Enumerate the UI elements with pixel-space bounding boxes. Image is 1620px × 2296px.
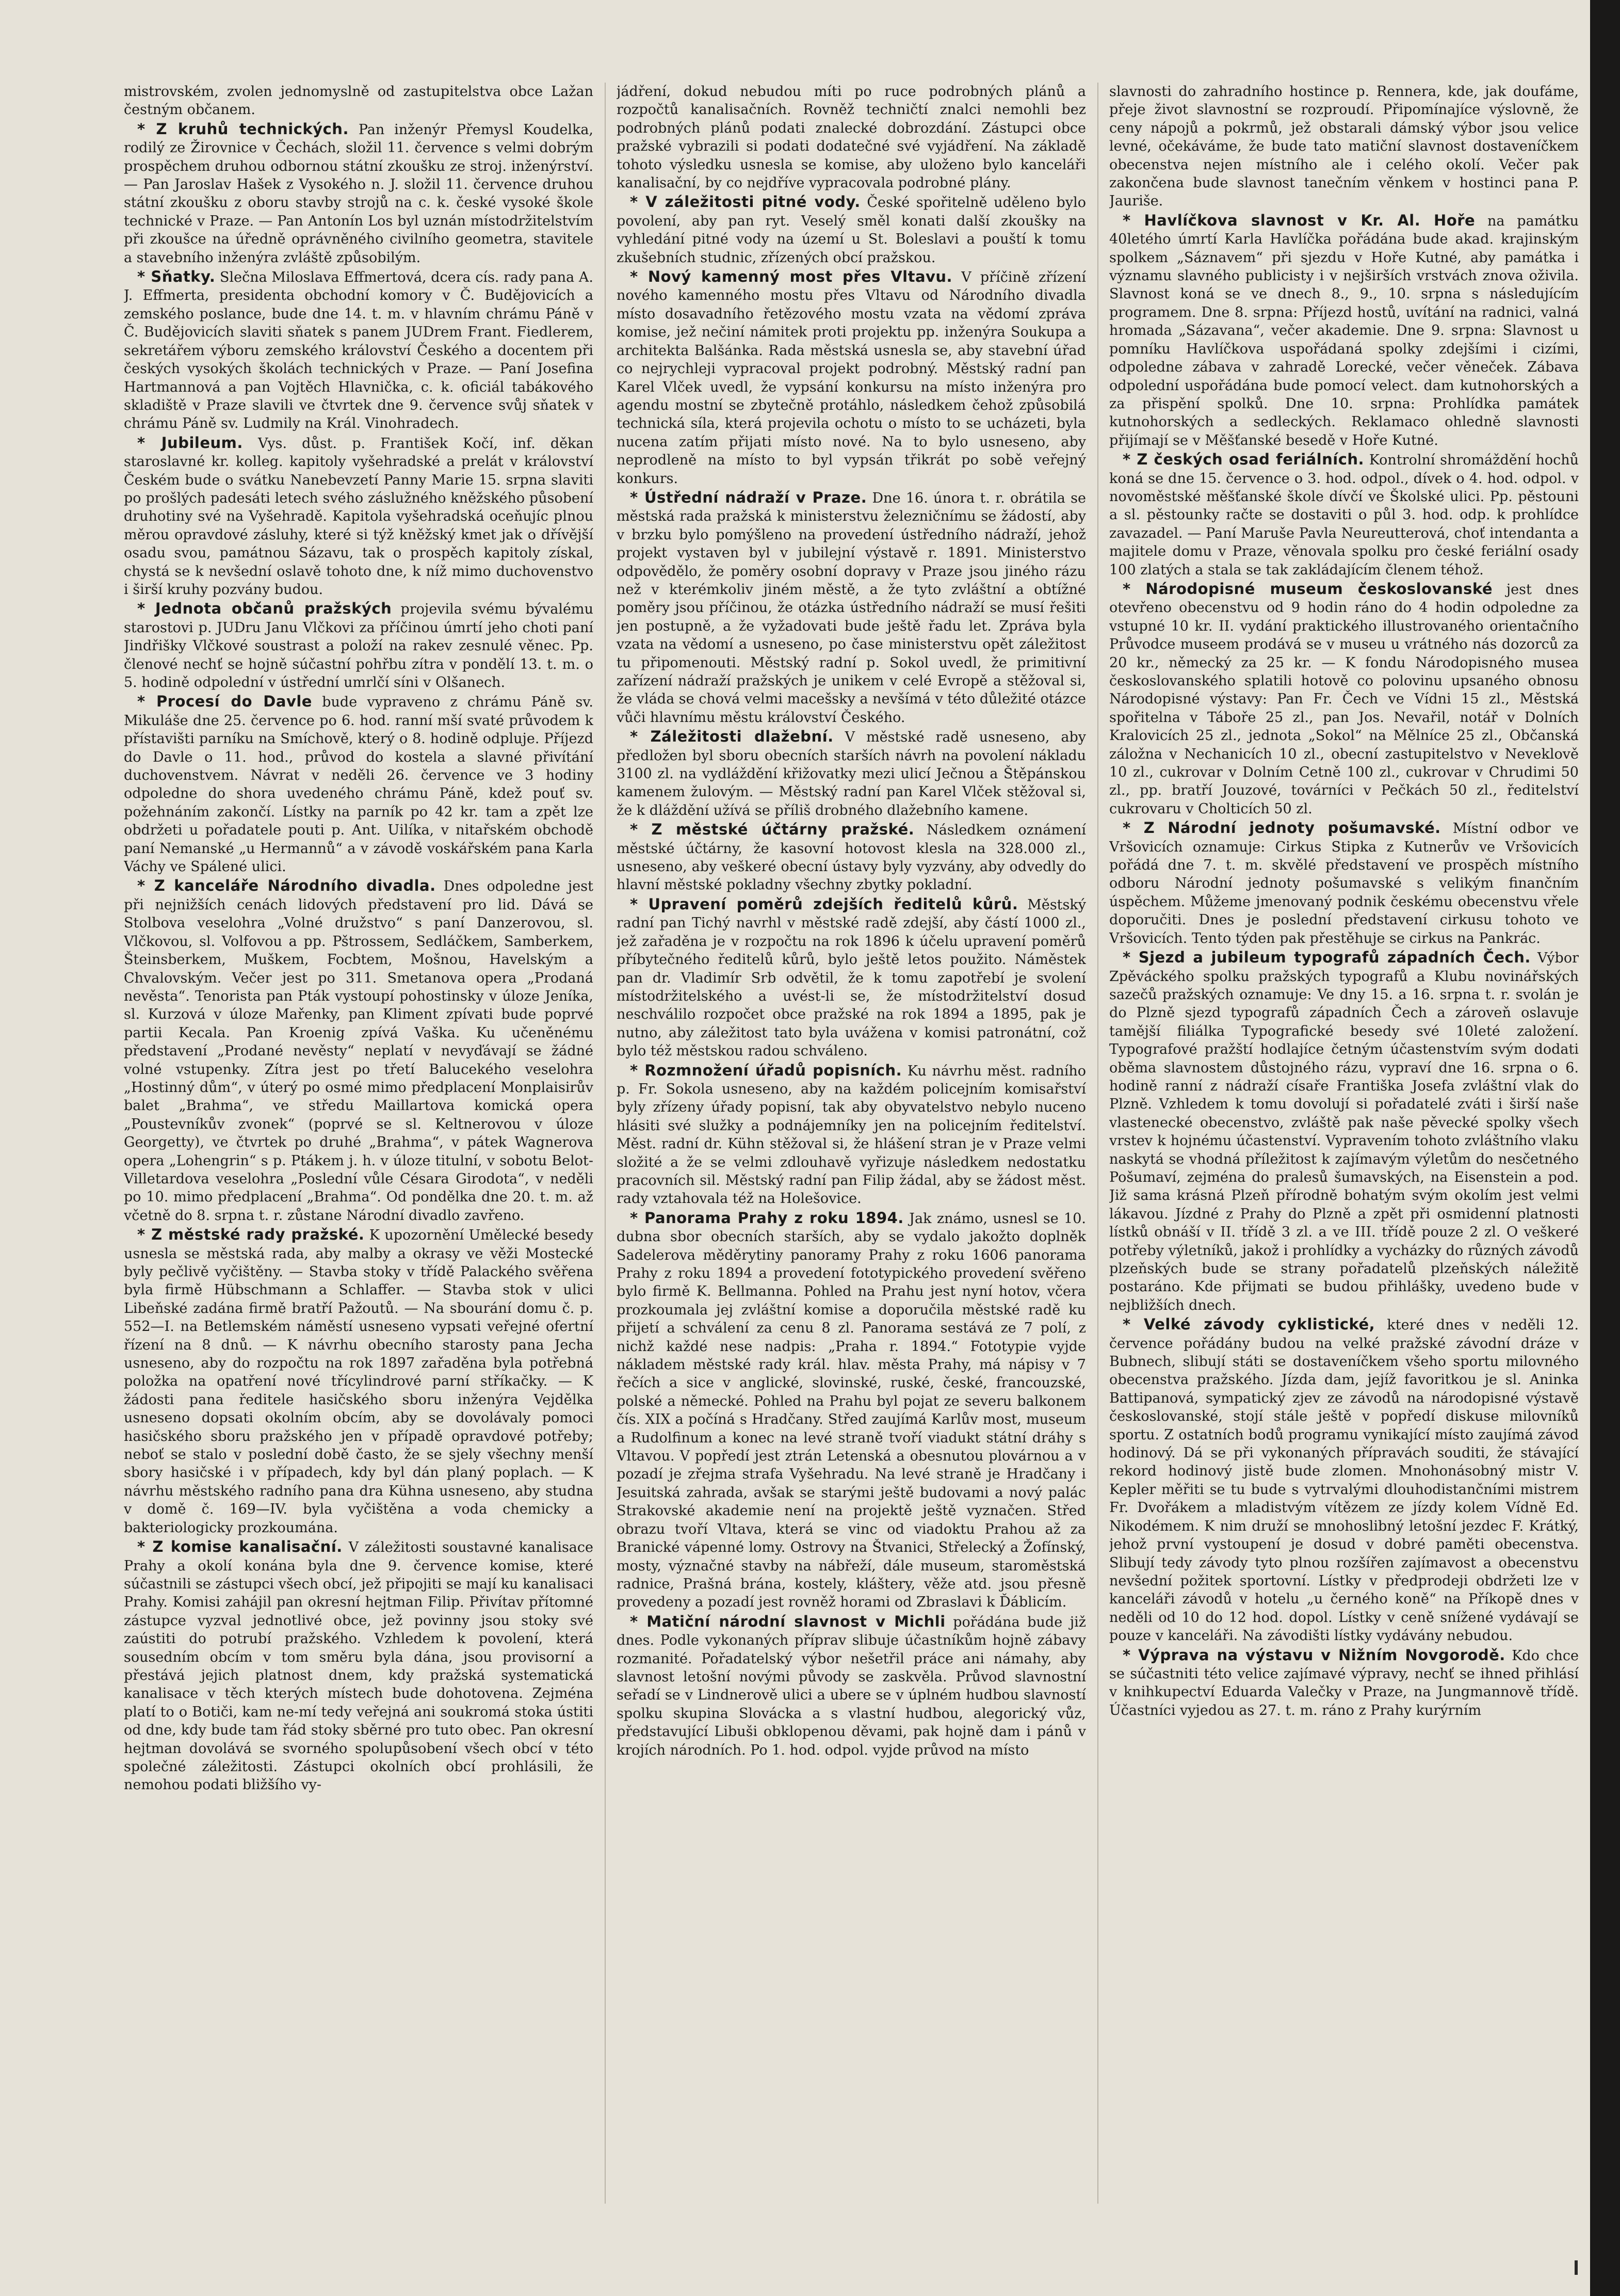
article-paragraph bbox=[124, 120, 593, 267]
article-heading: * Z kruhů technických. bbox=[137, 120, 349, 138]
article-heading: * Matiční národní slavnost v Michli bbox=[630, 1612, 946, 1630]
article-paragraph bbox=[1109, 212, 1579, 449]
article-paragraph bbox=[617, 821, 1086, 894]
article-paragraph bbox=[617, 193, 1086, 267]
article-paragraph bbox=[617, 268, 1086, 488]
article-text: Jak známo, usnesl se 10. dubna sbor obecních starších, aby se vydalo jakožto doplněk Sadelerova měděrytiny panoramy Prahy z roku 1606 panorama Prahy z roku 1894 a provedení fototypického provedení svěřeno bylo firmě K. Bellmanna. Pohled na Prahu jest nyní hotov, včera prozkoumala jej zvláštní komise a doporučila městské radě ku přijetí a schválení za cenu 8 zl. Panorama sestává ze 7 polí, z nichž každé nese nadpis: „Praha r. 1894.“ Fototypie vyjde nákladem městské rady král. hlav. města Prahy, má nápisy v 7 řečích a sice v anglické, slovinské, ruské, české, francouzské, polské a německé. Pohled na Prahu byl pojat ze severu balkonem čís. XIX a počíná s Hradčany. Střed zaujímá Karlův most, museum a Rudolfinum a konec na levé straně tvoří viadukt státní dráhy s Vltavou. V popředí jest ztrán Letenská a obesnutou plovárnou a v pozadí je zřejma strafa Vyšehradu. Na levé straně je Hradčany i Jesuitská zahrada, avšak se starými ještě budovami a nový palác Strakovské akademie není na projektě ještě vyznačen. Střed obrazu tvoří Vltava, která se vinc od viadoktu Prahou až za Branické vápenné lomy. Ostrovy na Štvanici, Střelecký a Žofínský, mosty, význačné stavby na nábřeží, dále museum, staroměstská radnice, Prašná brána, kostely, kláštery, věže atd. jsou přesně provedeny a pozadí jest rovněž horami od Zbraslavi k Ďáblicím. bbox=[617, 1210, 1086, 1611]
column-1 bbox=[124, 83, 593, 2204]
article-heading: * Ústřední nádraží v Praze. bbox=[630, 488, 867, 506]
article-paragraph bbox=[1109, 83, 1579, 211]
article-heading: * Z českých osad feriálních. bbox=[1123, 451, 1365, 469]
article-paragraph bbox=[124, 877, 593, 1225]
article-paragraph bbox=[1109, 1315, 1579, 1645]
article-text: Ku návrhu měst. radního p. Fr. Sokola usneseno, aby na každém policejním komisařství byly zřízeny úřady popisní, tak aby obyvatelstvo nebylo nuceno hlásiti své služky a podnájemníky jen na policejním ředitelství. Měst. radní dr. Kühn stěžoval si, že hlášení stran je v Praze velmi složité a že se velmi zdlouhavě vyřizuje následkem nedostatku pracovních sil. Městský radní pan Filip žádal, aby se žádost měst. rady vztahovala též na Holešovice. bbox=[617, 1063, 1086, 1207]
article-text: V příčině zřízení nového kamenného mostu přes Vltavu od Národního divadla místo dosavadního řetězového mostu vzata na vědomí zpráva komise, jež nečiní námitek proti projektu pp. inženýra Soukupa a architekta Balšánka. Rada městská usnesla se, aby stavební úřad co nejrychleji vypracoval projekt podrobný. Městský radní pan Karel Vlček uvedl, že vypsání konkursu na místo inženýra pro agendu mostní se zbytečně protáhlo, následkem čehož způsobilá technická síla, která projevila ochotu o místo to se ucházeti, byla nucena zatím přijati místo nové. Na to bylo usneseno, aby neprodleně na místo to byl vypsán třikrát po sobě veřejný konkurs. bbox=[617, 269, 1086, 487]
article-heading: * Nový kamenný most přes Vltavu. bbox=[630, 268, 953, 286]
article-paragraph bbox=[124, 693, 593, 876]
article-paragraph bbox=[617, 1062, 1086, 1208]
article-heading: * Národopisné museum českoslovanské bbox=[1123, 580, 1493, 598]
article-heading: * Výprava na výstavu v Nižním Novgorodě. bbox=[1123, 1646, 1505, 1664]
article-text: V městské radě usneseno, aby předložen byl sboru obecních starších návrh na povolení nákladu 3100 zl. na vydláždění křižovatky mezi ulicí Ječnou a Štěpánskou kamenem žulovým. — Městský radní pan Karel Vlček stěžoval si, že k dláždění užívá se příliš drobného dlažebního kamene. bbox=[617, 729, 1086, 818]
article-text: Výbor Zpěváckého spolku pražských typografů a Klubu novinářských sazečů pražských oznamuje: Ve dny 15. a 16. srpna t. r. svolán je do Plzně sjezd typografů západních Čech a zároveň oslavuje tamější filiálka Typografické besedy své 10leté založení. Typografové pražští hodlajíce četným účastenstvím svým dodati oběma slavnostem důstojného rázu, vypraví dne 16. srpna o 6. hodině ranní z nádraží císaře Františka Josefa zvláštní vlak do Plzně. Vzhledem k tomu dovolují si pořadatelé zváti i širší naše vlastenecké obecenstvo, zvláště pak naše pěvecké spolky všech vrstev k hojnému účastenství. Vypravením tohoto zvláštního vlaku naskytá se vhodná příležitost k zajímavým výletům do nesčetného Pošumaví, zejména do pralesů šumavských, na Eisenstein a pod. Již sama krásná Plzeň přírodně bohatým svým okolím jest velmi lákavou. Jízdné z Prahy do Plzně a zpět při osmidenní platnosti lístků obnáší v II. třídě 3 zl. a ve III. třídě pouze 2 zl. O veškeré potřeby výletníků, jakož i prohlídky a vycházky do různých závodů plzeňských bude se strany pořadatelů plzeňských náležitě postaráno. Kde přijmati se budou přihlášky, uvedeno bude v nejbližších dnech. bbox=[1109, 950, 1579, 1313]
article-text: Místní odbor ve Vršovicích oznamuje: Cirkus Stipka z Kutnerův ve Vršovicích pořádá dne 7. t. m. skvělé představení ve prospěch místního odboru Národní jednoty pošumavské s velikým finančním úspěchem. Můžeme jmenovaný podnik českému obecenstvu vřele doporučiti. Dnes je poslední představení cirkusu tohoto ve Vršovicích. Tento týden pak přestěhuje se cirkus na Pankrác. bbox=[1109, 821, 1579, 946]
article-heading: * Z městské účtárny pražské. bbox=[630, 821, 915, 839]
article-text: jest dnes otevřeno obecenstvu od 9 hodin ráno do 4 hodin odpoledne za vstupné 10 kr. II. vydání praktického illustrovaného orientačního Průvodce museem prodává se v museu u vrátného nás dozorců za 20 kr., německý za 25 kr. — K fondu Národopisného musea českoslovanského splatili hotově co polovinu upsaného obnosu Národopisné výstavy: Pan Fr. Čech ve Vídni 15 zl., Městská spořitelna v Táboře 25 zl., pan Jos. Nevařil, notář v Dolních Kralovicích 25 zl., jednota „Sokol“ na Mělníce 25 zl., Občanská záložna v Nechanicích 10 zl., obecní zastupitelstvo v Neveklově 10 zl., cukrovar v Dolním Cetně 100 zl., cukrovar v Chrudimi 50 zl., pp. bratří Jouzové, továrníci v Pečkách 50 zl., ředitelství cukrovaru v Cholticích 50 zl. bbox=[1109, 581, 1579, 817]
article-heading: * Upravení poměrů zdejších ředitelů kůrů. bbox=[630, 895, 1018, 913]
article-text: K upozornění Umělecké besedy usnesla se městská rada, aby malby a okrasy ve věži Mostecké byly pečlivě vyčištěny. — Stavba stoky v třídě Palackého svěřena byla firmě Hübschmann a Schlaffer. — Stavba stok v ulici Libeňské zadána firmě bratří Pažoutů. — Na sbourání domu č. p. 552—I. na Betlemském náměstí usneseno vypsati veřejné ofertní řízení na 8 dnů. — K návrhu obecního starosty pana Jecha usneseno, aby do rozpočtu na rok 1897 zařaděna byla potřebná položka na opatření nové třícylindrové parní stříkačky. — K žádosti pana ředitele hasičského sboru inženýra Vejdělka usneseno dopsati okolním obcím, aby se dovolávaly pomoci hasičského sboru pražského jen v případě opravdové potřeby; neboť se stalo v poslední době často, že se sjely všechny menší sbory hasičské i v případech, kdy byl dán planý poplach. — K návrhu městského radního pana dra Kühna usneseno, aby studna v domě č. 169—IV. byla vyčištěna a voda chemicky a bakteriologicky prozkoumána. bbox=[124, 1227, 593, 1536]
article-text: Slečna Miloslava Effmertová, dcera cís. rady pana A. J. Effmerta, presidenta obchodní komory v Č. Budějovicích a zemského poslance, bude dne 14. t. m. v hlavním chrámu Páně v Č. Budějovicích slaviti sňatek s panem JUDrem Frant. Fiedlerem, sekretářem výboru zemského království Českého a docentem při českých vysokých školách technických v Praze. — Paní Josefina Hartmannová a pan Vojtěch Hlavnička, c. k. oficiál tabákového skladiště v Praze slavili ve čtvrtek dne 9. července svůj sňatek v chrámu Páně sv. Ludmily na Král. Vinohradech. bbox=[124, 269, 593, 432]
article-text: Pan inženýr Přemysl Koudelka, rodilý ze Žirovnice v Čechách, složil 11. července s velmi dobrým prospěchem druhou odbornou státní zkoušku ze stroj. inženýrství. — Pan Jaroslav Hašek z Vysokého n. J. složil 11. července druhou státní zkoušku z oboru stavby strojů na c. k. české vysoké škole technické v Praze. — Pan Antonín Los byl uznán místodržitelstvím při zkoušce na úředně oprávněného civilního geometra, stavitele a stavebního inženýra zvláště způsobilým. bbox=[124, 121, 593, 266]
margin-speck bbox=[1575, 2260, 1578, 2275]
article-paragraph bbox=[1109, 819, 1579, 948]
article-paragraph bbox=[1109, 451, 1579, 579]
newspaper-page bbox=[124, 83, 1579, 2204]
column-3 bbox=[1109, 83, 1579, 2204]
article-heading: * Jubileum. bbox=[137, 433, 243, 452]
article-heading: * Z městské rady pražské. bbox=[137, 1226, 365, 1244]
article-heading: * Z kanceláře Národního divadla. bbox=[137, 877, 436, 895]
article-text: na památku 40letého úmrtí Karla Havlíčka pořádána bude akad. krajinským spolkem „Sáznavem“ při sjezdu v Hoře Kutné, aby památka i významu slavného publicisty i v nejširších vrstvách znova oživila. Slavnost koná se ve dnech 8., 9., 10. srpna s následujícím programem. Dne 8. srpna: Příjezd hostů, uvítání na radnici, valná hromada „Sázavana“, večer akademie. Dne 9. srpna: Slavnost u pomníku Havlíčkova uspořádaná spolky zdejšími i cizími, odpoledne zábava v zahradě Lorecké, večer věneček. Zábava odpolední uspořádána bude pomocí velect. dam kutnohorských a za přispění spolků. Dne 10. srpna: Prohlídka památek kutnohorských a sedleckých. Reklamaco ohledně slavnosti přijímají se v Měšťanské besedě v Hoře Kutné. bbox=[1109, 213, 1579, 448]
article-text: bude vypraveno z chrámu Páně sv. Mikuláše dne 25. července po 6. hod. ranní mší svaté průvodem k přístavišti parníku na Smíchově, který o 8. hodině odpluje. Příjezd do Davle o 11. hod., průvod do kostela a slavné přivítání duchovenstvem. Návrat v neděli 26. července ve 3 hodiny odpoledne do shora uvedeného chrámu Páně, kdež pouť sv. požehnáním zakončí. Lístky na parník po 42 kr. tam a zpět lze obdržeti u pořadatele pouti p. Ant. Uilíka, v nitařském obchodě paní Nemanské „u Hermannů“ a v závodě voskářském pana Karla Váchy ve Spálené ulici. bbox=[124, 694, 593, 875]
article-paragraph bbox=[1109, 1646, 1579, 1720]
article-text: Městský radní pan Tichý navrhl v městské radě zdejší, aby částí 1000 zl., jež zařaděna je v rozpočtu na rok 1896 k účelu upravení poměrů příbytečného ředitelů kůrů, bylo ještě letos použito. Náměstek pan dr. Vladimír Srb odvětil, že k tomu zapotřebí je svolení místodržitelského a uvést-li se, že místodržitelství dosud neschválilo rozpočet obce pražské na rok 1894 a 1895, pak je nutno, aby záležitost tato byla uvážena v komisi patronátní, což bylo též městskou radou schváleno. bbox=[617, 896, 1086, 1059]
article-heading: * Panorama Prahy z roku 1894. bbox=[630, 1209, 904, 1227]
article-heading: * Záležitosti dlažební. bbox=[630, 728, 834, 746]
article-text: V záležitosti soustavné kanalisace Prahy a okolí konána byla dne 9. července komise, které súčastnili se zástupci všech obcí, jež připojiti se mají ku kanalisaci Prahy. Komisi zahájil pan okresní hejtman Filip. Přivítav přítomné zástupce vyzval jednotlivé obce, jež povinny jsou stoky své zaústiti do potrubí pražského. Vzhledem k povolení, která sousedním obcím v tom směru byla dána, jsou provisorní a přestává jejich platnost dnem, kdy pražská systematická kanalisace v těch kterých místech bude dohotovena. Zejména platí to o Botiči, kam ne-mí tedy veřejná ani soukromá stoka ústiti od dne, kdy bude tam řád stoky sběrné pro tuto obec. Pan okresní hejtman dovolává se svorného spolupůsobení všech obcí v této společné záležitosti. Zástupci okolních obcí prohlásili, že nemohou podati bližšího vy- bbox=[124, 1539, 593, 1793]
column-rule bbox=[1097, 83, 1098, 2204]
article-heading: * Velké závody cyklistické, bbox=[1123, 1315, 1375, 1334]
article-paragraph bbox=[1109, 580, 1579, 818]
article-paragraph bbox=[124, 1226, 593, 1537]
article-paragraph bbox=[617, 1209, 1086, 1612]
article-paragraph bbox=[617, 83, 1086, 192]
article-text: které dnes v neděli 12. července pořádány budou na velké pražské závodní dráze v Bubnech, slibují státi se dostaveníčkem všeho sportu milovného obecenstva pražského. Jízda dam, jejíž favoritkou je sl. Aninka Battipanová, sympatický zjev ze závodů na národopisné výstavě českoslovanské, stojí stále ještě v popředí diskuse milovníků sportu. Z ostatních bodů programu vynikající místo zaujímá závod hodinový. Dá se při vykonaných přípravách souditi, že stávající rekord hodinový jistě bude zlomen. Mnohonásobný mistr V. Kepler měřiti se tu bude s vytrvalými dlouhodistančními mistrem Fr. Dvořákem a mladistvým vítězem ze jízdy kolem Vídně Ed. Nikodémem. K nim druží se mnohoslibný letošní jezdec F. Krátký, jehož první vystoupení je dosud v dobré paměti obecenstva. Slibují tedy závody tyto plnou rozšířen zajímavost a obecenstvu nevšední požitek sportovní. Lístky v předprodeji obdržeti lze v kanceláři závodů v hotelu „u černého koně“ na Příkopě dnes v neděli od 10 do 12 hod. dopol. Lístky v ceně snížené vydávají se pouze v kanceláři. Na závodišti lístky vydávány nebudou. bbox=[1109, 1317, 1579, 1644]
article-paragraph bbox=[617, 1613, 1086, 1759]
article-text: Kdo chce se súčastniti této velice zajímavé výpravy, nechť se ihned přihlásí v knihkupectví Eduarda Valečky v Praze, na Jungmannově třídě. Účastníci vyjedou as 27. t. m. ráno z Prahy kurýrním bbox=[1109, 1647, 1579, 1719]
article-heading: * Procesí do Davle bbox=[137, 693, 312, 711]
column-2 bbox=[617, 83, 1086, 2204]
article-paragraph bbox=[124, 600, 593, 692]
article-heading: * Sňatky. bbox=[137, 268, 216, 286]
article-text: slavnosti do zahradního hostince p. Rennera, kde, jak doufáme, přeje život slavnostní se rozproudí. Připomínajíce výslovně, že ceny nápojů a pokrmů, jež obstarali dámský výbor jsou velice levné, očekáváme, že bude tato matiční slavnost dostaveníčkem obecenstva nejen místního ale i celého okolí. Večer pak zakončena bude slavnost tanečním věnkem v hostinci pana P. Jauriše. bbox=[1109, 84, 1579, 210]
article-heading: * Z komise kanalisační. bbox=[137, 1538, 343, 1556]
article-text: Dne 16. února t. r. obrátila se městská rada pražská k ministerstvu železničnímu se žádostí, aby v brzku bylo pomýšleno na provedení ústředního nádraží, jehož projekt vystaven byl v jubilejní výstavě r. 1891. Ministerstvo odpovědělo, že poměry osobní dopravy v Praze jsou jiného rázu než v kterémkoliv jiném městě, a že tyto zvláštní a obtížné poměry jsou příčinou, že otázka ústředního nádraží se musí řešiti jen postupně, a že vyžadovati bude ještě řadu let. Zpráva byla vzata na vědomí a usneseno, po čase ministerstvu opět záležitost tu připomenouti. Městský radní p. Sokol uvedl, že primitivní zařízení nádraží pražských je unikem v celé Evropě a stěžoval si, že vláda se chová velmi macešsky a nevšímá v této důležité otázce vůči hlavnímu městu království Českého. bbox=[617, 490, 1086, 726]
article-heading: * V záležitosti pitné vody. bbox=[630, 193, 861, 211]
article-heading: * Sjezd a jubileum typografů západních Čech. bbox=[1123, 949, 1531, 967]
article-paragraph bbox=[124, 268, 593, 433]
article-paragraph bbox=[124, 1538, 593, 1794]
article-text: pořádána bude již dnes. Podle vykonaných příprav slibuje účastníkům hojně zábavy rozmanité. Pořadatelský výbor nešetřil práce ani námahy, aby slavnost letošní novými původy se zaskvěla. Průvod slavnostní seřadí se v Lindnerově ulici a ubere se v úplném hudbou slavností spolku skupina Slovácka a s vlastní hudbou, alegorický vůz, představující Libuši obklopenou děvami, pak hojně dam i pánů v krojích národních. Po 1. hod. odpol. vyjde průvod na místo bbox=[617, 1614, 1086, 1758]
article-text: mistrovském, zvolen jednomyslně od zastupitelstva obce Lažan čestným občanem. bbox=[124, 84, 593, 118]
article-text: jádření, dokud nebudou míti po ruce podrobných plánů a rozpočtů kanalisačních. Rovněž techničtí znalci nemohli bez podrobných plánů podati znalecké dobrozdání. Zástupci obce pražské vybrazili si podati dodatečné své vyjádření. Na základě tohoto výsledku usnesla se komise, aby uloženo bylo kanceláři kanalisační, by co nejdříve vypracovala podrobné plány. bbox=[617, 84, 1086, 191]
article-paragraph bbox=[617, 489, 1086, 727]
article-heading: * Rozmnožení úřadů popisních. bbox=[630, 1061, 902, 1079]
article-text: Kontrolní shromáždění hochů koná se dne 15. července o 3. hod. odpol., dívek o 4. hod. odpol. v novoměstské měšťanské škole dívčí ve Školské ulici. Pp. pěstouni a sl. pěstounky račte se dostaviti o půl 3. hod. odp. k prohlídce zavazadel. — Paní Maruše Pavla Neureutterová, choť intendanta a majitele domu v Praze, věnovala spolku pro české feriální osady 100 zlatých a stala se tak zakládajícím členem téhož. bbox=[1109, 452, 1579, 578]
article-paragraph bbox=[124, 434, 593, 599]
article-text: České spořitelně uděleno bylo povolení, aby pan ryt. Veselý směl konati další zkoušky na vyhledání pitné vody na území u St. Boleslavi a pouští k tomu zkušebních studnic, zřízených obcí pražskou. bbox=[617, 195, 1086, 266]
article-text: Vys. důst. p. František Kočí, inf. děkan staroslavné kr. kolleg. kapitoly vyšehradské a prelát v království Českém bude o svátku Nanebevzetí Panny Marie 15. srpna slaviti po prošlých padesáti letech svého záslužného kněžského působení druhotiny své na Vyšehradě. Kapitola vyšehradská oceňujíc plnou měrou opravdové zásluhy, které si týž kněžský kmet jak o dřívější osadu svou, památnou Sázavu, tak o prospěch kapitoly získal, chystá se k nevšední oslavě tohoto dne, k níž mimo duchovenstvo i širší kruhy pozvány budou. bbox=[124, 435, 593, 598]
article-heading: * Z Národní jednoty pošumavské. bbox=[1123, 819, 1441, 837]
article-paragraph bbox=[617, 895, 1086, 1061]
article-text: Následkem oznámení městské účtárny, že kasovní hotovost klesla na 328.000 zl., usneseno, aby veškeré obecní ústavy byly vyzvány, aby odvedly do hlavní městské pokladny všechny zbytky pokladní. bbox=[617, 822, 1086, 893]
article-text: projevila svému bývalému starostovi p. JUDru Janu Vlčkovi za příčinou úmrtí jeho choti paní Jindřišky Vlčkové soustrast a položí na rakev zesnulé věnec. Pp. členové nechť se hojně súčastní pohřbu zítra v pondělí 13. t. m. o 5. hodině odpolední v ústřední umrlčí síni v Olšanech. bbox=[124, 601, 593, 691]
article-text: Dnes odpoledne jest při nejnižších cenách lidových představení pro lid. Dává se Stolbova veselohra „Volné družstvo“ s paní Danzerovou, sl. Vlčkovou, sl. Volfovou a pp. Pštrossem, Sedláčkem, Samberkem, Šteinsberkem, Muškem, Focbtem, Mošnou, Havelským a Chvalovským. Večer jest po 311. Smetanova opera „Prodaná nevěsta“. Tenorista pan Pták vystoupí pohostinsky v úloze Jeníka, sl. Kurzová v úloze Mařenky, pan Kliment zpívati bude poprvé partii Kecala. Pan Kroenig zpívá Vaška. Ku učeněnému představení „Prodané nevěsty“ neplatí v nevyďávají se žádné volné vstupenky. Zítra jest po třetí Balucekého veselohra „Hostinný dům“, v úterý po osmé mimo předplacení Monplaisirův balet „Brahma“, ve středu Maillartova komická opera „Poustevníkův zvonek“ (poprvé se sl. Keltnerovou v úloze Georgetty), ve čtvrtek po druhé „Brahma“, v pátek Wagnerova opera „Lohengrin“ s p. Ptákem j. h. v úloze titulní, v sobotu Belot-Villetardova veselohra „Poslední vůle Césara Girodota“, v neděli po 10. mimo předplacení „Brahma“. Od pondělka dne 20. t. m. až včetně do 8. srpna t. r. zůstane Národní divadlo zavřeno. bbox=[124, 878, 593, 1224]
article-paragraph bbox=[1109, 949, 1579, 1314]
article-paragraph bbox=[124, 83, 593, 119]
column-rule bbox=[605, 83, 606, 2204]
article-heading: * Havlíčkova slavnost v Kr. Al. Hoře bbox=[1123, 211, 1476, 229]
article-heading: * Jednota občanů pražských bbox=[137, 600, 392, 618]
page-edge-shadow bbox=[1590, 0, 1620, 2296]
article-paragraph bbox=[617, 728, 1086, 820]
